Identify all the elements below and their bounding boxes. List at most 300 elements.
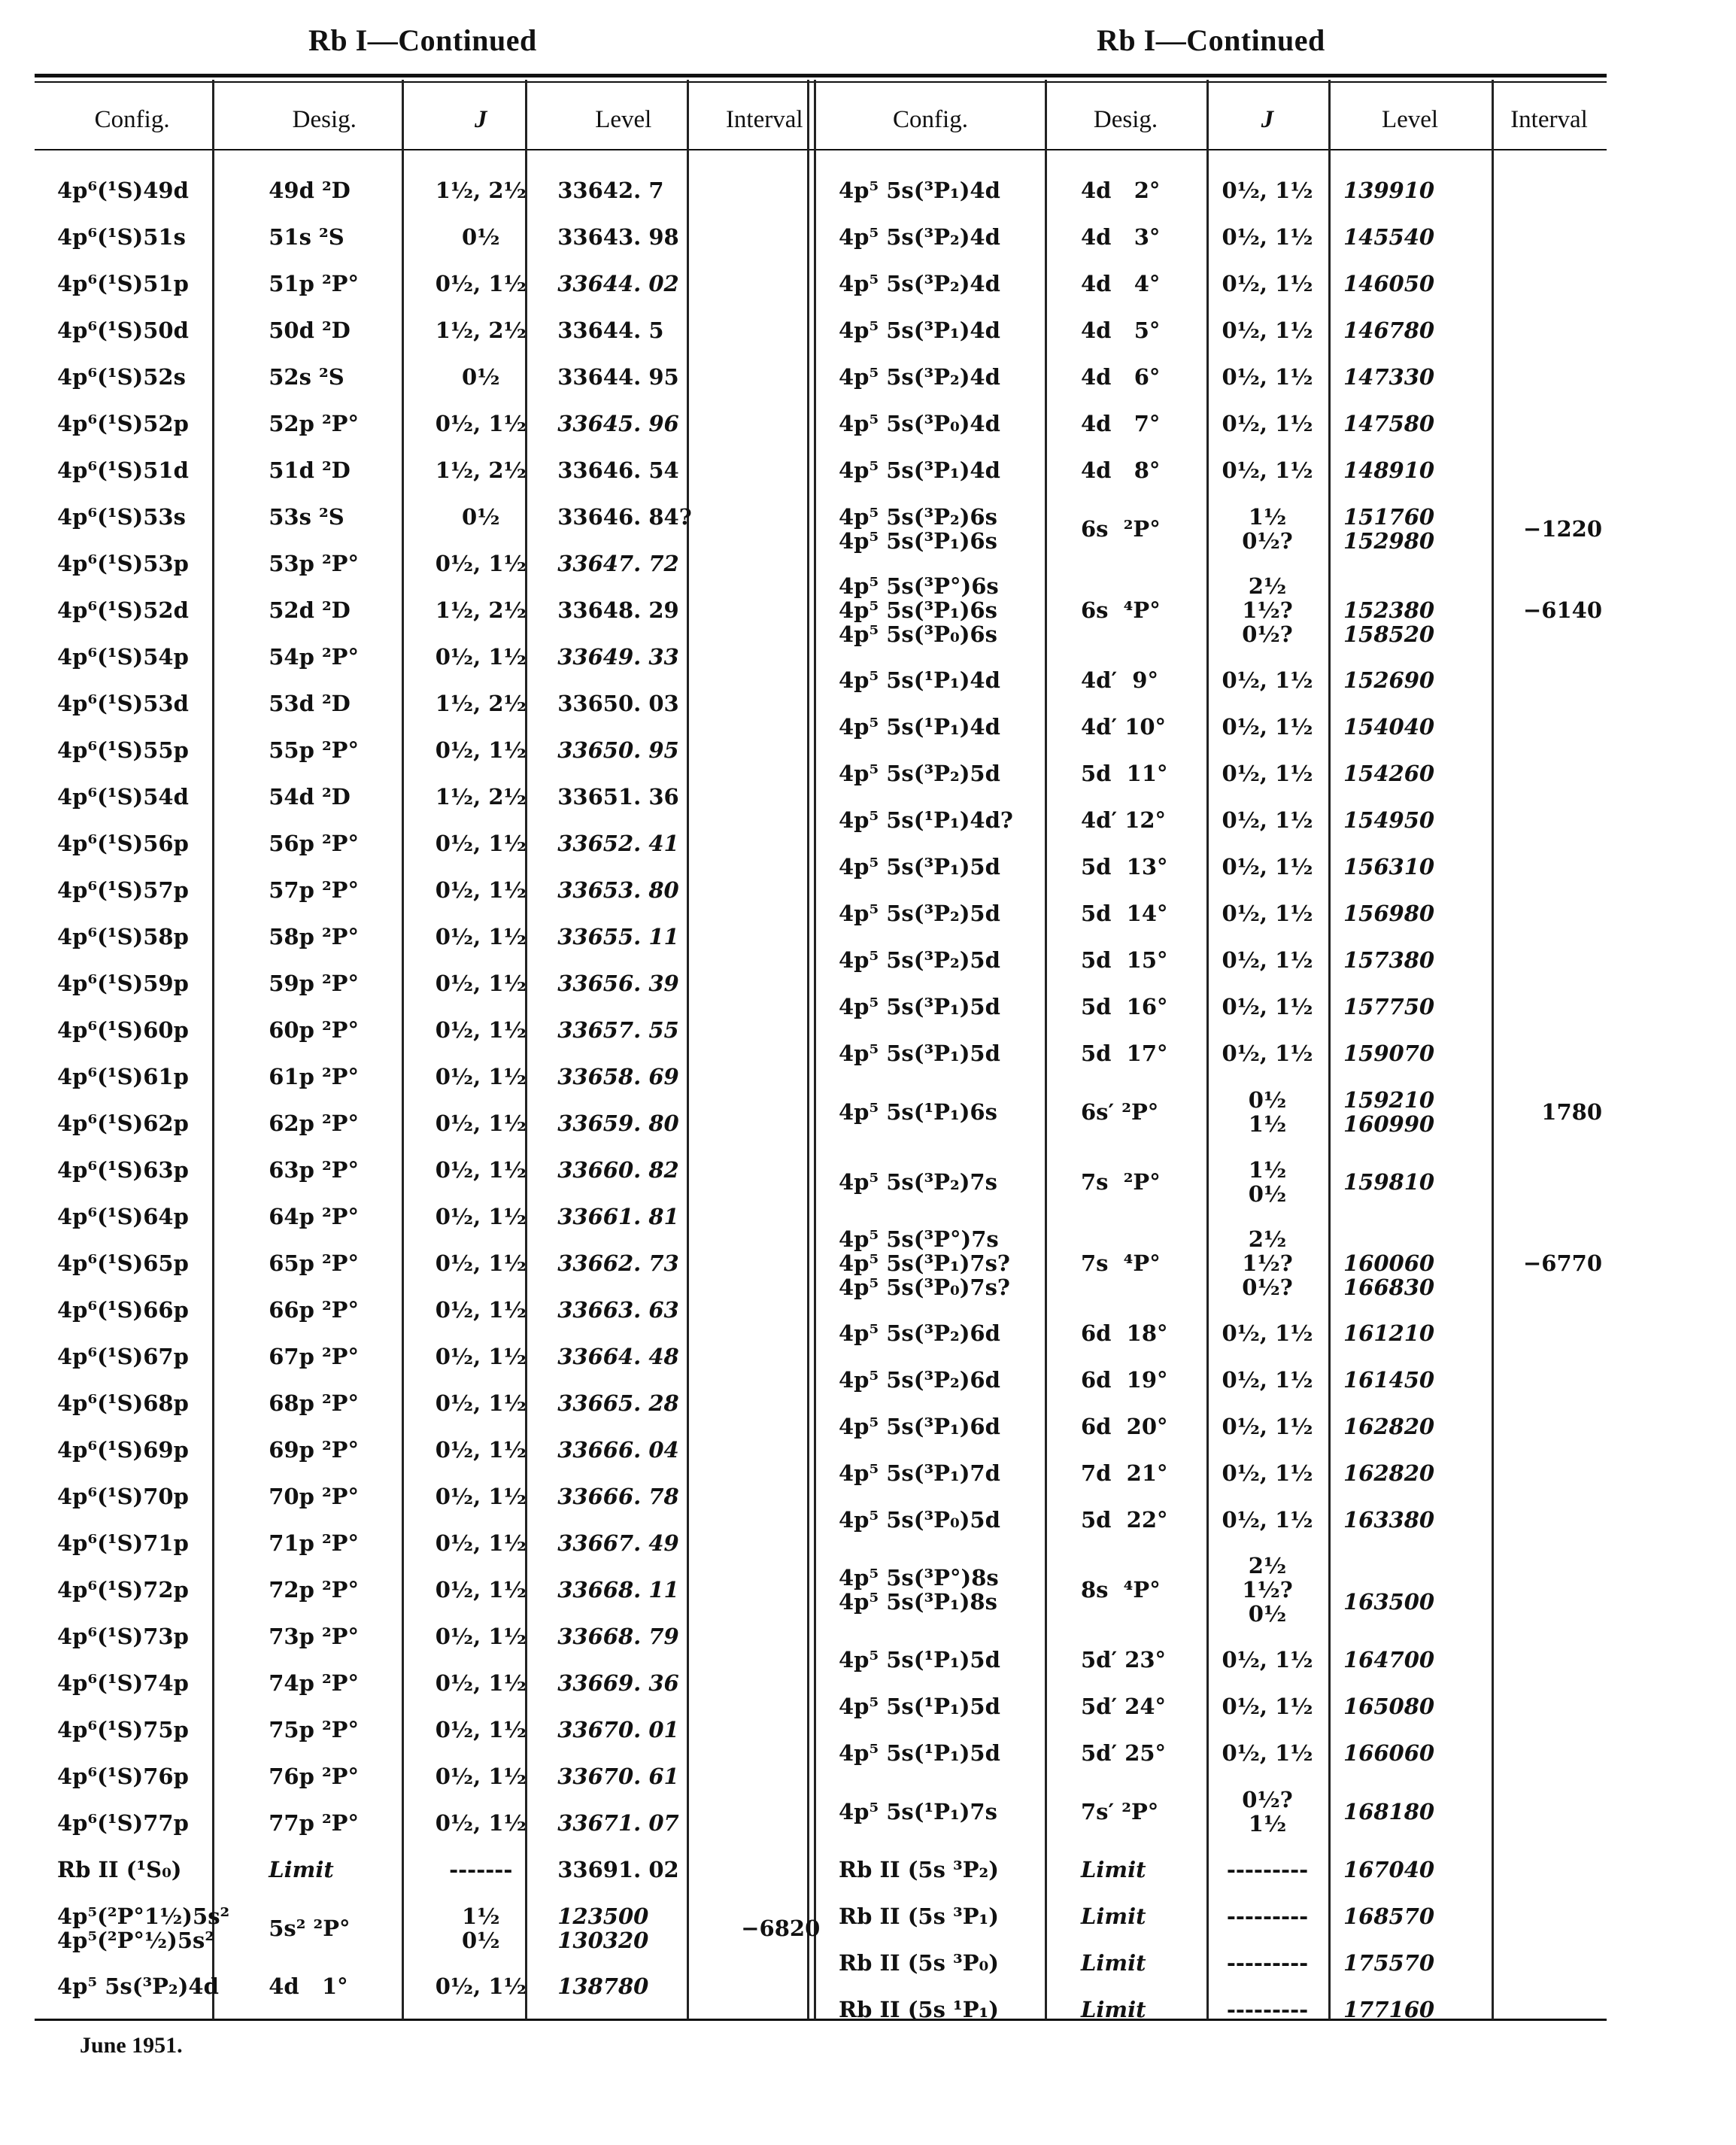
- desig-cell: 59p ²P°: [269, 971, 359, 996]
- desig-cell: Limit: [1081, 1857, 1146, 1882]
- config-cell: 4p⁶(¹S)52p: [57, 411, 189, 436]
- interval-cell: [1492, 1683, 1607, 1730]
- table-row: [816, 843, 1607, 890]
- interval-cell: −6820: [741, 1915, 821, 1941]
- level-cell: 33668. 79: [557, 1624, 679, 1649]
- table-row: [35, 1380, 824, 1426]
- desig-cell: 7d 21°: [1081, 1460, 1168, 1486]
- desig-cell: Limit: [1081, 1950, 1146, 1976]
- j-cell: 2½ 1½? 0½: [1242, 1553, 1293, 1627]
- config-cell: 4p⁶(¹S)55p: [57, 737, 189, 763]
- interval-cell: [704, 680, 824, 727]
- table-row: [816, 1217, 1607, 1310]
- j-cell: 0½, 1½: [1222, 1694, 1313, 1719]
- j-cell: ---------: [1226, 1950, 1309, 1976]
- level-cell: 147580: [1343, 411, 1435, 436]
- table-row: [35, 1473, 824, 1520]
- config-cell: 4p⁵ 5s(³P₂)6d: [839, 1320, 1000, 1346]
- desig-cell: 7s ⁴P°: [1081, 1250, 1161, 1276]
- desig-cell: 5d′ 24°: [1081, 1694, 1167, 1719]
- level-cell: 147330: [1343, 364, 1435, 390]
- desig-cell: 6d 18°: [1081, 1320, 1168, 1346]
- interval-cell: [1492, 1730, 1607, 1776]
- level-cell: 33660. 82: [557, 1157, 679, 1183]
- interval-cell: [704, 1963, 824, 2010]
- j-cell: 0½, 1½: [435, 1973, 527, 1999]
- desig-cell: 4d 4°: [1081, 271, 1161, 296]
- left-level-header: Level: [595, 105, 652, 133]
- interval-cell: [704, 447, 824, 494]
- config-cell: 4p⁵ 5s(¹P₁)5d: [839, 1740, 1000, 1766]
- j-cell: 0½, 1½: [435, 737, 527, 763]
- desig-cell: 73p ²P°: [269, 1624, 359, 1649]
- interval-cell: [704, 1007, 824, 1053]
- level-cell: 33646. 84?: [557, 504, 692, 530]
- level-cell: 33666. 04: [557, 1437, 679, 1463]
- j-cell: 0½, 1½: [1222, 807, 1313, 833]
- table-row: [816, 1543, 1607, 1636]
- table-row: [816, 797, 1607, 843]
- interval-cell: [1492, 1776, 1607, 1846]
- config-cell: 4p⁵ 5s(³P₂)7s: [839, 1168, 997, 1195]
- right-level-header: Level: [1381, 105, 1439, 133]
- j-cell: 0½, 1½: [1222, 1320, 1313, 1346]
- level-cell: 33658. 69: [557, 1064, 679, 1089]
- config-cell: 4p⁶(¹S)51d: [57, 457, 189, 483]
- interval-cell: [704, 540, 824, 587]
- j-cell: 0½, 1½: [1222, 178, 1313, 203]
- config-cell: 4p⁶(¹S)58p: [57, 924, 189, 949]
- j-cell: 0½, 1½: [435, 1717, 527, 1742]
- table-row: [35, 447, 824, 494]
- interval-cell: [704, 1473, 824, 1520]
- interval-cell: [704, 1520, 824, 1566]
- config-cell: 4p⁶(¹S)66p: [57, 1297, 189, 1323]
- desig-cell: 57p ²P°: [269, 877, 359, 903]
- config-cell: 4p⁵ 5s(³P₂)6s 4p⁵ 5s(³P₁)6s: [839, 503, 997, 554]
- j-cell: 1½, 2½: [435, 597, 527, 623]
- level-cell: 163380: [1343, 1507, 1435, 1533]
- desig-cell: 75p ²P°: [269, 1717, 359, 1742]
- table-row: [35, 1053, 824, 1100]
- table-row: [35, 1147, 824, 1193]
- config-cell: Rb II (¹S₀): [57, 1857, 182, 1882]
- desig-cell: 54p ²P°: [269, 644, 359, 670]
- table-row: [816, 447, 1607, 494]
- level-cell: 152380 158520: [1343, 597, 1435, 647]
- j-cell: 0½: [462, 504, 500, 530]
- interval-cell: [1492, 983, 1607, 1030]
- j-cell: 0½, 1½: [435, 1624, 527, 1649]
- right-desig-header: Desig.: [1093, 105, 1158, 133]
- j-cell: 0½, 1½: [1222, 761, 1313, 786]
- level-cell: 33670. 61: [557, 1764, 679, 1789]
- table-row: [35, 1660, 824, 1706]
- desig-cell: 66p ²P°: [269, 1297, 359, 1323]
- interval-cell: [704, 1100, 824, 1147]
- desig-cell: 67p ²P°: [269, 1344, 359, 1369]
- desig-cell: 5d 15°: [1081, 947, 1168, 973]
- j-cell: 1½, 2½: [435, 317, 527, 343]
- j-cell: 0½, 1½: [435, 1157, 527, 1183]
- interval-cell: [1492, 1893, 1607, 1940]
- interval-cell: −6140: [1522, 597, 1602, 623]
- j-cell: 0½, 1½: [1222, 1647, 1313, 1673]
- j-cell: ---------: [1226, 1857, 1309, 1882]
- interval-cell: [1492, 400, 1607, 447]
- level-cell: 159210 160990: [1343, 1086, 1435, 1137]
- j-cell: 1½ 0½?: [1242, 503, 1293, 554]
- table-row: [816, 1940, 1607, 1986]
- config-cell: 4p⁶(¹S)49d: [57, 178, 189, 203]
- desig-cell: 5d 16°: [1081, 994, 1168, 1019]
- config-cell: 4p⁵ 5s(³P₂)4d: [839, 224, 1000, 250]
- j-cell: 0½, 1½: [435, 271, 527, 296]
- table-row: [816, 1683, 1607, 1730]
- j-cell: 0½, 1½: [1222, 271, 1313, 296]
- j-cell: 1½, 2½: [435, 784, 527, 810]
- left-interval-header: Interval: [725, 105, 803, 133]
- table-row: [816, 214, 1607, 260]
- interval-cell: [1492, 1403, 1607, 1450]
- desig-cell: 76p ²P°: [269, 1764, 359, 1789]
- level-cell: 33669. 36: [557, 1670, 679, 1696]
- j-cell: 1½, 2½: [435, 178, 527, 203]
- interval-cell: [1492, 307, 1607, 354]
- level-cell: 156980: [1343, 901, 1435, 926]
- table-row: [35, 494, 824, 540]
- table-row: [35, 680, 824, 727]
- interval-cell: −6770: [1522, 1250, 1602, 1276]
- interval-cell: [704, 400, 824, 447]
- config-cell: 4p⁵ 5s(³P₂)4d: [57, 1973, 219, 1999]
- table-row: [816, 1730, 1607, 1776]
- level-cell: 138780: [557, 1973, 649, 1999]
- table-row: [35, 307, 824, 354]
- j-cell: 0½: [462, 364, 500, 390]
- table-row: [816, 1077, 1607, 1147]
- desig-cell: 77p ²P°: [269, 1810, 359, 1836]
- interval-cell: [704, 587, 824, 633]
- j-cell: 0½, 1½: [435, 877, 527, 903]
- j-cell: 0½, 1½: [1222, 714, 1313, 740]
- interval-cell: [704, 1053, 824, 1100]
- j-cell: 0½, 1½: [435, 1204, 527, 1229]
- top-rule-thin: [35, 81, 1607, 83]
- level-cell: 175570: [1343, 1950, 1435, 1976]
- date-footer: June 1951.: [80, 2033, 183, 2058]
- config-cell: 4p⁶(¹S)53s: [57, 504, 186, 530]
- config-cell: 4p⁵ 5s(³P₂)5d: [839, 901, 1000, 926]
- level-cell: 33646. 54: [557, 457, 679, 483]
- desig-cell: Limit: [1081, 1903, 1146, 1929]
- config-cell: 4p⁶(¹S)65p: [57, 1250, 189, 1276]
- table-row: [816, 1030, 1607, 1077]
- table-row: [35, 260, 824, 307]
- table-row: [35, 727, 824, 773]
- j-cell: 0½, 1½: [1222, 1740, 1313, 1766]
- table-row: [816, 1147, 1607, 1217]
- config-cell: Rb II (5s ³P₁): [839, 1903, 999, 1929]
- interval-cell: [1492, 1310, 1607, 1357]
- level-cell: 139910: [1343, 178, 1435, 203]
- desig-cell: 51s ²S: [269, 224, 344, 250]
- right-levels-table: [816, 89, 1607, 2033]
- level-cell: 33651. 36: [557, 784, 679, 810]
- desig-cell: 50d ²D: [269, 317, 351, 343]
- config-cell: 4p⁵ 5s(³P°)7s 4p⁵ 5s(³P₁)7s? 4p⁵ 5s(³P₀)7s?: [839, 1226, 1010, 1300]
- config-cell: 4p⁶(¹S)71p: [57, 1530, 189, 1556]
- table-row: [35, 587, 824, 633]
- level-cell: 33649. 33: [557, 644, 679, 670]
- level-cell: 33650. 95: [557, 737, 679, 763]
- config-cell: 4p⁶(¹S)51s: [57, 224, 186, 250]
- j-cell: 0½? 1½: [1242, 1786, 1293, 1837]
- table-row: [816, 1450, 1607, 1496]
- config-cell: 4p⁵(²P°1½)5s² 4p⁵(²P°½)5s²: [57, 1903, 230, 1953]
- level-cell: 154950: [1343, 807, 1435, 833]
- level-cell: 33667. 49: [557, 1530, 679, 1556]
- config-cell: 4p⁵ 5s(³P₂)4d: [839, 271, 1000, 296]
- desig-cell: 7s′ ²P°: [1081, 1798, 1159, 1824]
- config-cell: 4p⁶(¹S)52d: [57, 597, 189, 623]
- level-cell: 151760 152980: [1343, 503, 1435, 554]
- level-cell: 166060: [1343, 1740, 1435, 1766]
- config-cell: 4p⁵ 5s(³P°)6s 4p⁵ 5s(³P₁)6s 4p⁵ 5s(³P₀)6s: [839, 573, 999, 647]
- level-cell: 162820: [1343, 1460, 1435, 1486]
- desig-cell: 60p ²P°: [269, 1017, 359, 1043]
- config-cell: Rb II (5s ³P₀): [839, 1950, 999, 1976]
- j-cell: 0½, 1½: [435, 1297, 527, 1323]
- desig-cell: 69p ²P°: [269, 1437, 359, 1463]
- table-row: [816, 657, 1607, 703]
- j-cell: 0½, 1½: [435, 1764, 527, 1789]
- table-row: [35, 540, 824, 587]
- config-cell: 4p⁶(¹S)53p: [57, 551, 189, 576]
- desig-cell: 65p ²P°: [269, 1250, 359, 1276]
- config-cell: 4p⁵ 5s(³P₁)5d: [839, 854, 1000, 880]
- level-cell: 33652. 41: [557, 831, 679, 856]
- config-cell: 4p⁵ 5s(³P₁)4d: [839, 317, 1000, 343]
- level-cell: 33668. 11: [557, 1577, 679, 1603]
- table-row: [35, 1613, 824, 1660]
- desig-cell: 6d 19°: [1081, 1367, 1168, 1393]
- interval-cell: [704, 633, 824, 680]
- j-cell: 0½, 1½: [435, 1064, 527, 1089]
- level-cell: 33662. 73: [557, 1250, 679, 1276]
- desig-cell: 4d 6°: [1081, 364, 1161, 390]
- config-cell: 4p⁶(¹S)74p: [57, 1670, 189, 1696]
- table-row: [35, 867, 824, 913]
- j-cell: 1½ 0½: [1248, 1156, 1287, 1207]
- right-interval-header: Interval: [1510, 105, 1588, 133]
- table-row: [35, 1706, 824, 1753]
- level-cell: 33656. 39: [557, 971, 679, 996]
- desig-cell: 71p ²P°: [269, 1530, 359, 1556]
- j-cell: 0½, 1½: [435, 1577, 527, 1603]
- j-cell: 0½, 1½: [435, 1390, 527, 1416]
- desig-cell: 62p ²P°: [269, 1110, 359, 1136]
- j-cell: 0½, 1½: [435, 924, 527, 949]
- table-row: [35, 400, 824, 447]
- desig-cell: 49d ²D: [269, 178, 351, 203]
- left-levels-table: [35, 89, 824, 2010]
- interval-cell: [704, 1426, 824, 1473]
- right-config-header: Config.: [893, 105, 968, 133]
- config-cell: 4p⁵ 5s(³P₂)5d: [839, 947, 1000, 973]
- table-row: [35, 354, 824, 400]
- level-cell: 168570: [1343, 1903, 1435, 1929]
- j-cell: 0½, 1½: [1222, 224, 1313, 250]
- desig-cell: 5s² ²P°: [269, 1915, 351, 1941]
- table-row: [35, 1753, 824, 1800]
- desig-cell: 52d ²D: [269, 597, 351, 623]
- table-row: [816, 354, 1607, 400]
- level-cell: 33642. 7: [557, 178, 664, 203]
- j-cell: 0½, 1½: [435, 1484, 527, 1509]
- table-row: [35, 167, 824, 214]
- j-cell: 0½, 1½: [1222, 854, 1313, 880]
- interval-cell: 1780: [1541, 1098, 1602, 1125]
- config-cell: 4p⁵ 5s(¹P₁)4d: [839, 714, 1000, 740]
- j-cell: ---------: [1226, 1997, 1309, 2022]
- config-cell: 4p⁶(¹S)72p: [57, 1577, 189, 1603]
- interval-cell: [704, 1287, 824, 1333]
- level-cell: 177160: [1343, 1997, 1435, 2022]
- table-row: [35, 1007, 824, 1053]
- interval-cell: [1492, 1636, 1607, 1683]
- j-cell: 0½, 1½: [435, 644, 527, 670]
- interval-cell: [704, 260, 824, 307]
- config-cell: 4p⁶(¹S)57p: [57, 877, 189, 903]
- table-row: [816, 307, 1607, 354]
- config-cell: 4p⁵ 5s(³P°)8s 4p⁵ 5s(³P₁)8s: [839, 1565, 999, 1615]
- j-cell: 0½, 1½: [1222, 1507, 1313, 1533]
- desig-cell: 72p ²P°: [269, 1577, 359, 1603]
- config-cell: 4p⁵ 5s(¹P₁)7s: [839, 1798, 997, 1824]
- interval-cell: [1492, 167, 1607, 214]
- level-cell: 33666. 78: [557, 1484, 679, 1509]
- level-cell: 33661. 81: [557, 1204, 679, 1229]
- table-row: [35, 1100, 824, 1147]
- table-row: [35, 1287, 824, 1333]
- desig-cell: 64p ²P°: [269, 1204, 359, 1229]
- interval-cell: [1492, 214, 1607, 260]
- desig-cell: 6d 20°: [1081, 1414, 1168, 1439]
- desig-cell: Limit: [269, 1857, 334, 1882]
- j-cell: 0½, 1½: [1222, 1414, 1313, 1439]
- desig-cell: 4d′ 10°: [1081, 714, 1167, 740]
- table-row: [816, 1846, 1607, 1893]
- level-cell: 152690: [1343, 667, 1435, 693]
- j-cell: ---------: [1226, 1903, 1309, 1929]
- interval-cell: [1492, 1496, 1607, 1543]
- desig-cell: 68p ²P°: [269, 1390, 359, 1416]
- interval-cell: [704, 494, 824, 540]
- table-row: [816, 750, 1607, 797]
- desig-cell: 5d 13°: [1081, 854, 1168, 880]
- j-cell: 1½ 0½: [462, 1903, 500, 1953]
- desig-cell: 58p ²P°: [269, 924, 359, 949]
- table-row: [816, 890, 1607, 937]
- desig-cell: 52p ²P°: [269, 411, 359, 436]
- interval-cell: [1492, 1030, 1607, 1077]
- config-cell: 4p⁶(¹S)54p: [57, 644, 189, 670]
- level-cell: 33665. 28: [557, 1390, 679, 1416]
- config-cell: 4p⁶(¹S)52s: [57, 364, 186, 390]
- table-row: [35, 820, 824, 867]
- table-row: [35, 1240, 824, 1287]
- desig-cell: 5d 11°: [1081, 761, 1168, 786]
- desig-cell: 51p ²P°: [269, 271, 359, 296]
- level-cell: 163500: [1343, 1589, 1435, 1615]
- config-cell: 4p⁵ 5s(¹P₁)5d: [839, 1647, 1000, 1673]
- interval-cell: [1492, 260, 1607, 307]
- config-cell: 4p⁵ 5s(³P₁)4d: [839, 178, 1000, 203]
- config-cell: 4p⁶(¹S)59p: [57, 971, 189, 996]
- config-cell: 4p⁵ 5s(³P₁)4d: [839, 457, 1000, 483]
- config-cell: 4p⁶(¹S)67p: [57, 1344, 189, 1369]
- level-cell: 33653. 80: [557, 877, 679, 903]
- interval-cell: [1492, 1357, 1607, 1403]
- level-cell: 148910: [1343, 457, 1435, 483]
- j-cell: 0½, 1½: [1222, 1041, 1313, 1066]
- right-title: Rb I—Continued: [1097, 23, 1325, 57]
- desig-cell: 7s ²P°: [1081, 1168, 1161, 1195]
- config-cell: 4p⁶(¹S)62p: [57, 1110, 189, 1136]
- left-config-header: Config.: [94, 105, 170, 133]
- desig-cell: 51d ²D: [269, 457, 351, 483]
- interval-cell: [704, 1800, 824, 1846]
- interval-cell: [704, 867, 824, 913]
- config-cell: 4p⁶(¹S)68p: [57, 1390, 189, 1416]
- config-cell: 4p⁶(¹S)60p: [57, 1017, 189, 1043]
- j-cell: 0½, 1½: [435, 411, 527, 436]
- table-row: [35, 1426, 824, 1473]
- desig-cell: 56p ²P°: [269, 831, 359, 856]
- j-cell: 2½ 1½? 0½?: [1242, 573, 1293, 647]
- j-cell: 0½, 1½: [435, 1437, 527, 1463]
- interval-cell: [1492, 843, 1607, 890]
- level-cell: 146050: [1343, 271, 1435, 296]
- config-cell: 4p⁶(¹S)73p: [57, 1624, 189, 1649]
- j-cell: 0½, 1½: [1222, 411, 1313, 436]
- desig-cell: 5d 17°: [1081, 1041, 1168, 1066]
- interval-cell: [704, 1660, 824, 1706]
- desig-cell: 6s ²P°: [1081, 515, 1161, 542]
- j-cell: 1½, 2½: [435, 457, 527, 483]
- interval-cell: [704, 1613, 824, 1660]
- table-row: [35, 1193, 824, 1240]
- table-row: [35, 214, 824, 260]
- interval-cell: [704, 307, 824, 354]
- config-cell: 4p⁵ 5s(³P₀)4d: [839, 411, 1000, 436]
- desig-cell: 53p ²P°: [269, 551, 359, 576]
- right-header-row: [816, 89, 1607, 150]
- config-cell: 4p⁶(¹S)61p: [57, 1064, 189, 1089]
- j-cell: 0½, 1½: [435, 971, 527, 996]
- interval-cell: [1492, 1986, 1607, 2033]
- desig-cell: 53s ²S: [269, 504, 344, 530]
- level-cell: 167040: [1343, 1857, 1435, 1882]
- table-row: [35, 633, 824, 680]
- interval-cell: [704, 1566, 824, 1613]
- interval-cell: [704, 773, 824, 820]
- desig-cell: 70p ²P°: [269, 1484, 359, 1509]
- interval-cell: [1492, 703, 1607, 750]
- level-cell: 162820: [1343, 1414, 1435, 1439]
- desig-cell: 4d 5°: [1081, 317, 1161, 343]
